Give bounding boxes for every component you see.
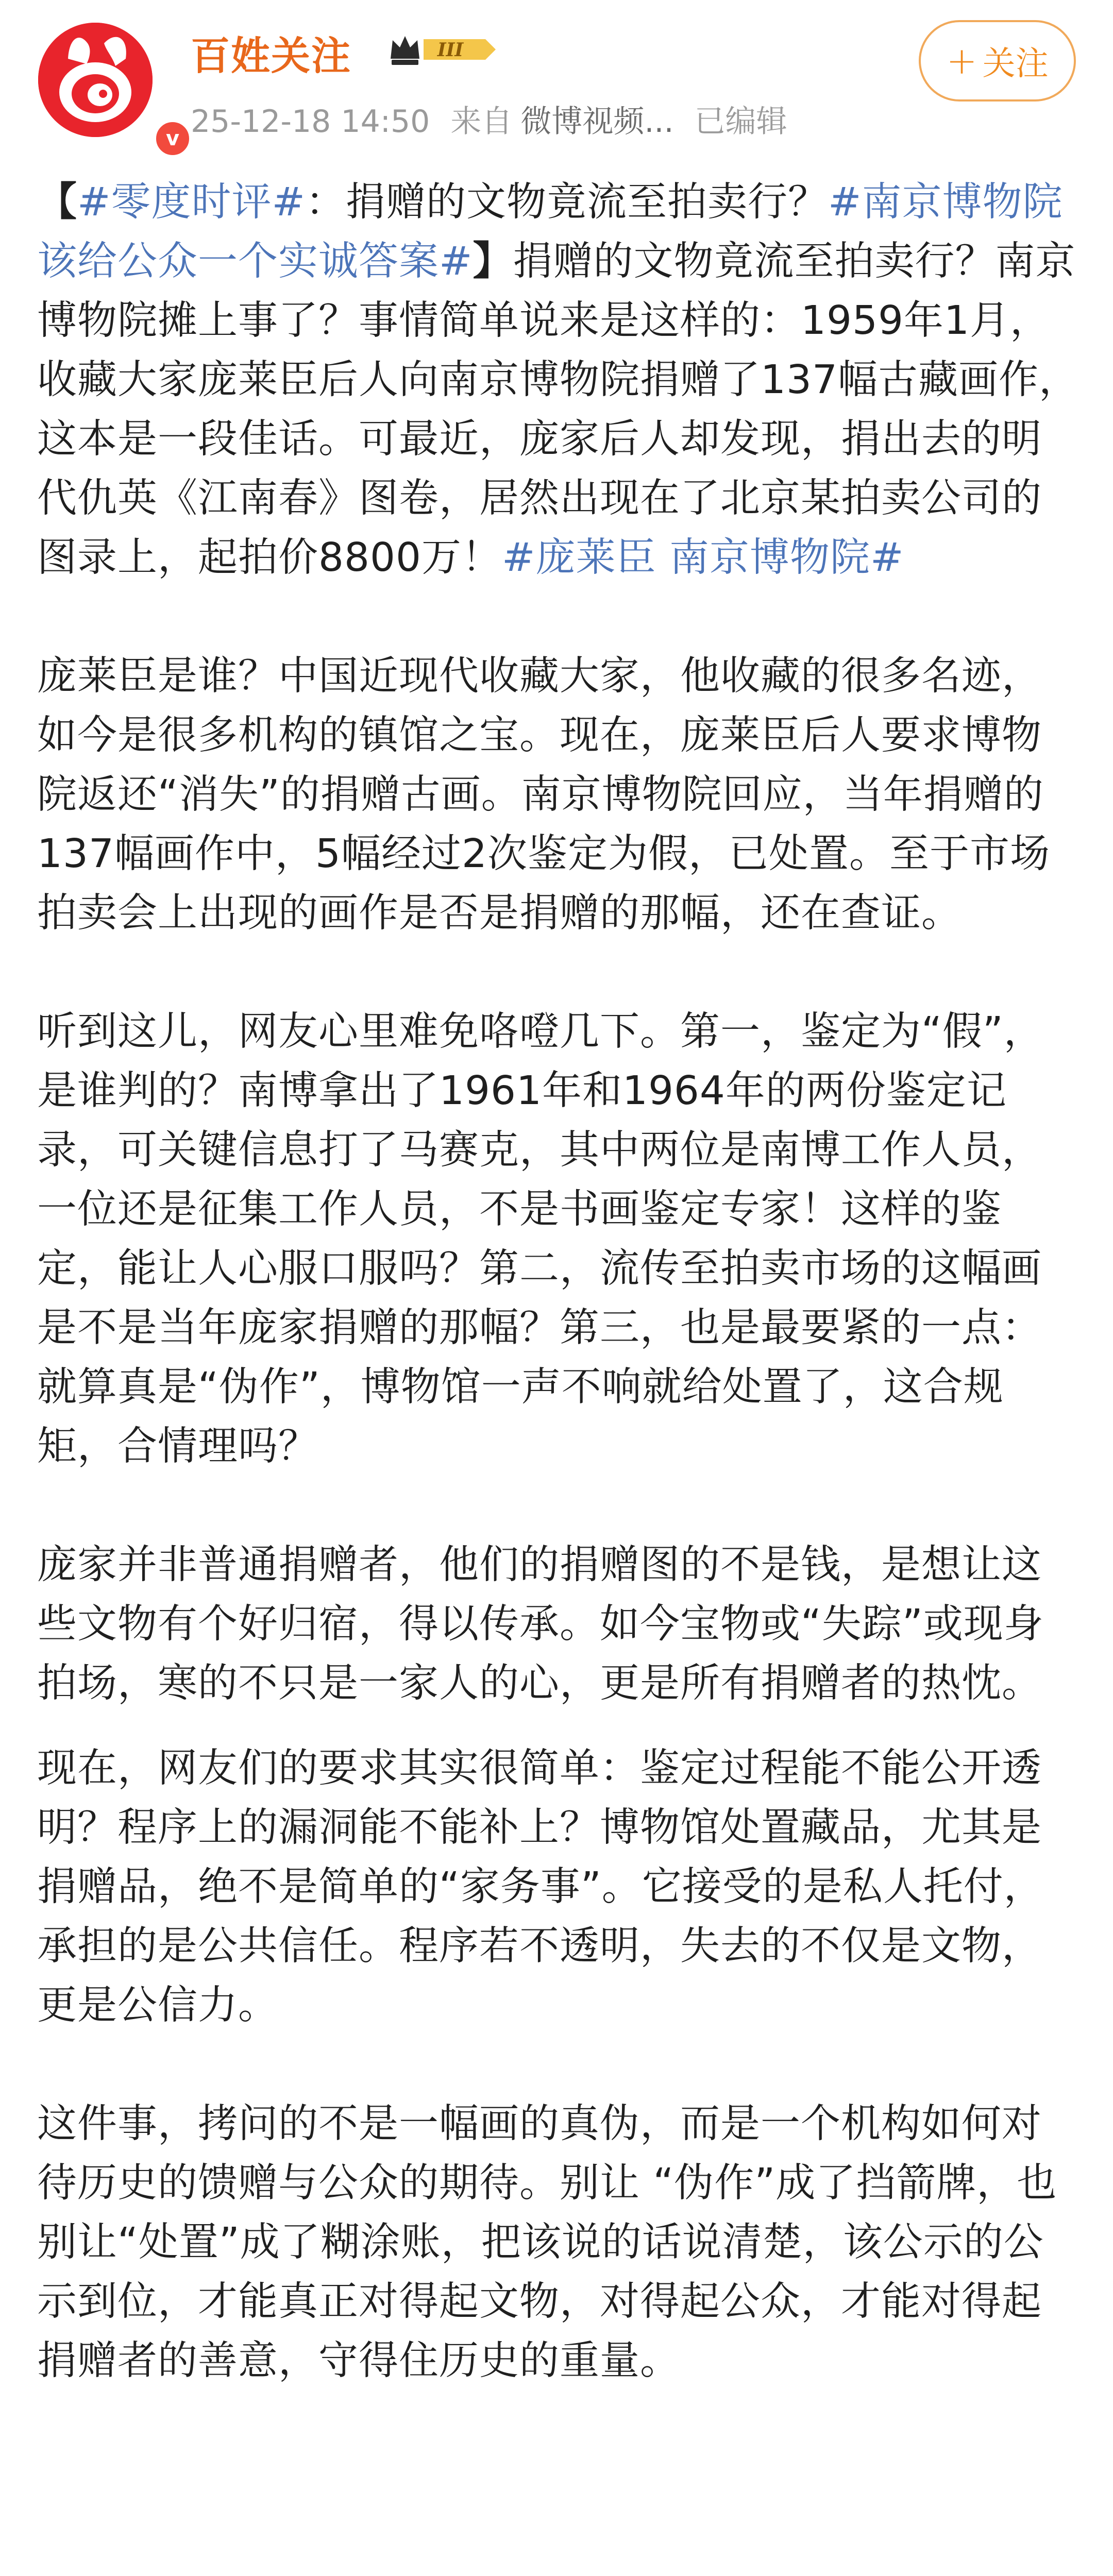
- post-text: 庞莱臣是谁？中国近现代收藏大家，他收藏的很多名迹，如今是很多机构的镇馆之宝。现在，庞莱臣后人要求博物院返还“消失”的捐赠古画。南京博物院回应，当年捐赠的137幅画作中，5幅经过2次鉴定为假，已处置。至于市场拍卖会上出现的画作是否是捐赠的那幅，还在查证。: [37, 653, 1050, 936]
- hashtag-link[interactable]: #庞莱臣 南京博物院#: [501, 535, 904, 581]
- hashtag-link[interactable]: #零度时评#: [77, 179, 306, 225]
- edited-label[interactable]: 已编辑: [694, 104, 787, 140]
- avatar[interactable]: [38, 23, 180, 150]
- post-header: [0, 0, 1113, 155]
- post-paragraph: [37, 173, 1079, 587]
- follow-label: 关注: [982, 45, 1049, 83]
- crown-rank-badge-icon: [387, 29, 498, 70]
- post-text: ：捐赠的文物竟流至拍卖行？: [306, 179, 829, 225]
- post-source[interactable]: 微博视频...: [520, 104, 674, 140]
- post-paragraph: [37, 1002, 1079, 1476]
- post-text: 庞家并非普通捐赠者，他们的捐赠图的不是钱，是想让这些文物有个好归宿，得以传承。如今宝物或“失踪”或现身拍场，寒的不只是一家人的心，更是所有捐赠者的热忱。: [37, 1542, 1044, 1706]
- post-paragraph: [37, 1535, 1079, 1713]
- post-body: [37, 173, 1079, 2450]
- post-paragraph: [37, 1739, 1079, 2035]
- post-paragraph: [37, 647, 1079, 943]
- rank-label: III: [437, 39, 464, 61]
- post-text: 听到这儿，网友心里难免咯噔几下。第一，鉴定为“假”，是谁判的？南博拿出了1961年和1964年的两份鉴定记录，可关键信息打了马赛克，其中两位是南博工作人员，一位还是征集工作人员，不是书画鉴定专家！这样的鉴定，能让人心服口服吗？第二，流传至拍卖市场的这幅画是不是当年庞家捐赠的那幅？第三，也是最要紧的一点：就算真是“伪作”，博物馆一声不响就给处置了，这合规矩，合情理吗？: [37, 1009, 1044, 1469]
- title-bracket: 】: [473, 239, 513, 284]
- post-meta: [191, 97, 808, 141]
- hashtag-link[interactable]: #南京博物院该给公众一个实诚答案#: [37, 179, 1063, 284]
- follow-button[interactable]: [919, 20, 1076, 101]
- source-prefix: 来自: [450, 104, 513, 140]
- plus-icon: +: [946, 39, 977, 82]
- post-text: 捐赠的文物竟流至拍卖行？南京博物院摊上事了？事情简单说来是这样的：1959年1月，收藏大家庞莱臣后人向南京博物院捐赠了137幅古藏画作，这本是一段佳话。可最近，庞家后人却发现，捐出去的明代仇英《江南春》图卷，居然出现在了北京某拍卖公司的图录上，起拍价8800万！: [37, 239, 1079, 581]
- rabbit-logo-icon: [38, 23, 153, 137]
- post-timestamp: 25-12-18 14:50: [191, 104, 430, 140]
- author-name[interactable]: 百姓关注: [191, 33, 351, 79]
- post-text: 现在，网友们的要求其实很简单：鉴定过程能不能公开透明？程序上的漏洞能不能补上？博物馆处置藏品，尤其是捐赠品，绝不是简单的“家务事”。它接受的是私人托付，承担的是公共信任。程序若不透明，失去的不仅是文物，更是公信力。: [37, 1745, 1044, 2028]
- title-bracket: 【: [37, 179, 77, 225]
- post-paragraph: [37, 2094, 1079, 2391]
- post-text: 这件事，拷问的不是一幅画的真伪，而是一个机构如何对待历史的馈赠与公众的期待。别让 “伪作”成了挡箭牌，也别让“处置”成了糊涂账，把该说的话说清楚，该公示的公示到位，才能真正对得起文物，对得起公众，才能对得起捐赠者的善意，守得住历史的重量。: [37, 2101, 1057, 2384]
- verified-badge-icon: v: [153, 118, 193, 159]
